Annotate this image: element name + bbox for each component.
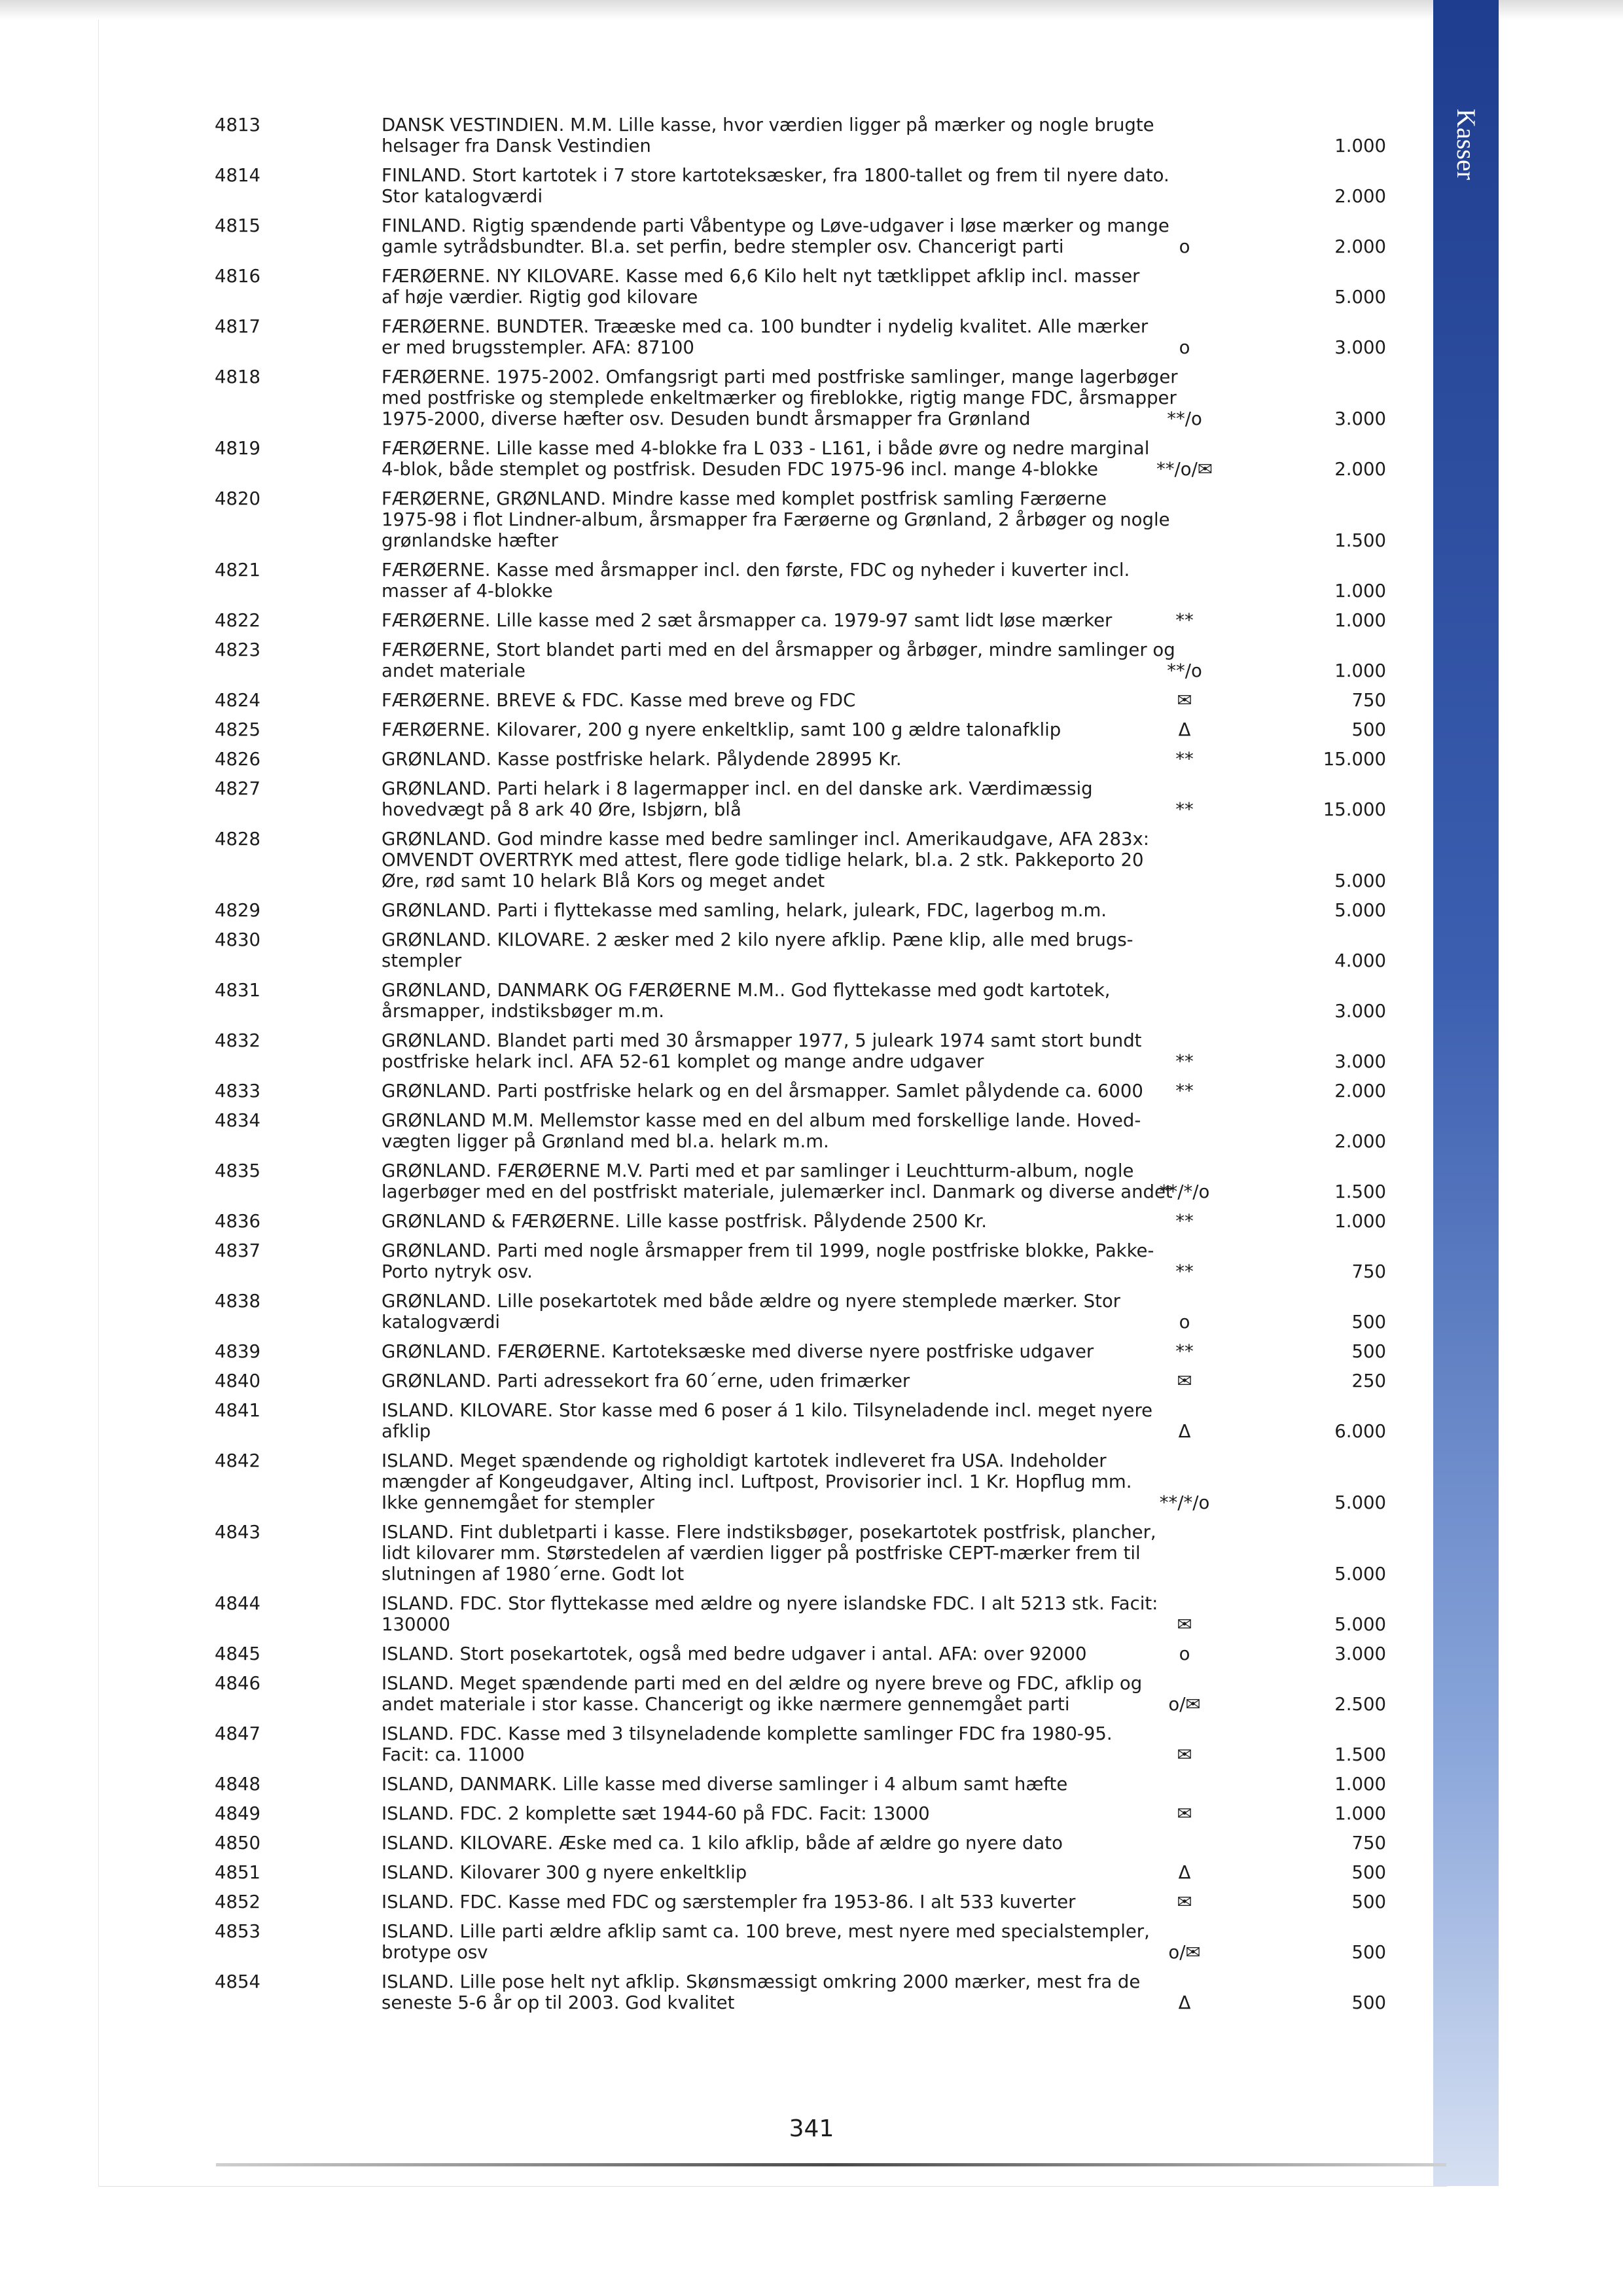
- lot-description: GRØNLAND. Parti i flyttekasse med samling, helark, juleark, FDC, lagerbog m.m.: [382, 900, 1107, 921]
- lot-description: ISLAND. FDC. Kasse med 3 tilsyneladende komplette samlinger FDC fra 1980-95. Facit: ca. 11000: [382, 1723, 1113, 1765]
- lot-description: FÆRØERNE. BUNDTER. Trææske med ca. 100 bundter i nydelig kvalitet. Alle mærker er med brugsstempler. AFA: 87100: [382, 316, 1149, 358]
- lot-row: [0, 367, 1433, 429]
- lot-price: 750: [1351, 1833, 1386, 1854]
- lot-description: ISLAND. Stort posekartotek, også med bedre udgaver i antal. AFA: over 92000: [382, 1643, 1087, 1664]
- lot-row: [0, 900, 1433, 921]
- lot-price: 2.000: [1334, 459, 1386, 480]
- lot-price: 500: [1351, 1892, 1386, 1912]
- lot-row: [0, 1522, 1433, 1585]
- lot-number: 4854: [215, 1971, 260, 1992]
- lot-description: ISLAND. Fint dubletparti i kasse. Flere indstiksbøger, posekartotek postfrisk, plancher, lidt kilovarer mm. Størstedelen af værdien ligger på postfriske CEPT-mærker frem til slutningen af 1980´erne. Godt lot: [382, 1522, 1156, 1585]
- lot-price: 1.000: [1334, 135, 1386, 156]
- lot-number: 4845: [215, 1643, 260, 1664]
- lot-description: GRØNLAND. Kasse postfriske helark. Pålydende 28995 Kr.: [382, 749, 902, 770]
- lot-row: [0, 1400, 1433, 1442]
- lot-price: 6.000: [1334, 1421, 1386, 1442]
- lot-description: GRØNLAND, DANMARK OG FÆRØERNE M.M.. God flyttekasse med godt kartotek, årsmapper, indstiksbøger m.m.: [382, 980, 1111, 1022]
- lot-price: 1.500: [1334, 1744, 1386, 1765]
- lot-condition: Δ: [1178, 719, 1191, 740]
- lot-condition: o: [1179, 337, 1190, 358]
- lot-condition: **/o: [1167, 660, 1202, 681]
- lot-row: [0, 165, 1433, 207]
- lot-row: [0, 1291, 1433, 1333]
- lot-row: [0, 1160, 1433, 1202]
- lot-number: 4826: [215, 749, 260, 770]
- lot-description: FÆRØERNE. BREVE & FDC. Kasse med breve og FDC: [382, 690, 856, 711]
- lot-condition: o/✉: [1168, 1942, 1201, 1963]
- lot-price: 1.000: [1334, 1211, 1386, 1232]
- lot-number: 4840: [215, 1371, 260, 1391]
- lot-condition: **: [1175, 749, 1194, 770]
- lot-condition: o/✉: [1168, 1694, 1201, 1715]
- lot-number: 4853: [215, 1921, 260, 1942]
- lot-row: [0, 639, 1433, 681]
- section-tab-label: Kasser: [1451, 108, 1481, 180]
- lot-number: 4843: [215, 1522, 260, 1543]
- lot-row: [0, 1643, 1433, 1664]
- lot-price: 500: [1351, 1341, 1386, 1362]
- lot-number: 4847: [215, 1723, 260, 1744]
- lot-row: [0, 1921, 1433, 1963]
- lot-condition: **: [1175, 1341, 1194, 1362]
- lot-description: GRØNLAND. Blandet parti med 30 årsmapper 1977, 5 juleark 1974 samt stort bundt postfriske helark incl. AFA 52-61 komplet og mange andre udgaver: [382, 1030, 1142, 1072]
- lot-description: FÆRØERNE. 1975-2002. Omfangsrigt parti med postfriske samlinger, mange lagerbøger med postfriske og stemplede enkeltmærker og fireblokke, rigtig mange FDC, årsmapper 1975-2000, diverse hæfter osv. Desuden bundt årsmapper fra Grønland: [382, 367, 1178, 429]
- lot-number: 4850: [215, 1833, 260, 1854]
- lot-description: FÆRØERNE. Kilovarer, 200 g nyere enkeltklip, samt 100 g ældre talonafklip: [382, 719, 1061, 740]
- lot-condition: **/*/o: [1159, 1181, 1210, 1202]
- lot-description: GRØNLAND. FÆRØERNE M.V. Parti med et par samlinger i Leuchtturm-album, nogle lagerbøger med en del postfriskt materiale, julemærker incl. Danmark og diverse andet: [382, 1160, 1173, 1202]
- lot-number: 4851: [215, 1862, 260, 1883]
- lot-row: [0, 778, 1433, 820]
- lot-description: FÆRØERNE. Kasse med årsmapper incl. den første, FDC og nyheder i kuverter incl. masser af 4-blokke: [382, 560, 1130, 601]
- lot-number: 4820: [215, 488, 260, 509]
- lot-row: [0, 1110, 1433, 1152]
- lot-row: [0, 1371, 1433, 1391]
- lot-description: FÆRØERNE. Lille kasse med 4-blokke fra L 033 - L161, i både øvre og nedre marginal 4-blok, både stemplet og postfrisk. Desuden FDC 1975-96 incl. mange 4-blokke: [382, 438, 1150, 480]
- lot-description: GRØNLAND. KILOVARE. 2 æsker med 2 kilo nyere afklip. Pæne klip, alle med brugs- stempler: [382, 929, 1133, 971]
- lot-price: 750: [1351, 690, 1386, 711]
- lot-row: [0, 1862, 1433, 1883]
- lot-price: 2.000: [1334, 1131, 1386, 1152]
- lot-description: GRØNLAND. Parti postfriske helark og en del årsmapper. Samlet pålydende ca. 6000: [382, 1081, 1143, 1102]
- lot-number: 4816: [215, 266, 260, 287]
- lot-number: 4836: [215, 1211, 260, 1232]
- lot-number: 4829: [215, 900, 260, 921]
- lot-row: [0, 1081, 1433, 1102]
- lot-price: 5.000: [1334, 870, 1386, 891]
- lot-number: 4838: [215, 1291, 260, 1312]
- lot-condition: o: [1179, 236, 1190, 257]
- lot-price: 5.000: [1334, 287, 1386, 308]
- bottom-divider: [216, 2163, 1446, 2166]
- lot-number: 4848: [215, 1774, 260, 1795]
- lot-price: 15.000: [1323, 749, 1386, 770]
- lot-condition: ✉: [1177, 1803, 1192, 1824]
- lot-row: [0, 1240, 1433, 1282]
- lot-row: [0, 749, 1433, 770]
- lot-description: ISLAND. FDC. 2 komplette sæt 1944-60 på FDC. Facit: 13000: [382, 1803, 930, 1824]
- lot-row: [0, 1723, 1433, 1765]
- lot-row: [0, 438, 1433, 480]
- lot-price: 1.000: [1334, 610, 1386, 631]
- lot-row: [0, 1030, 1433, 1072]
- lot-row: [0, 980, 1433, 1022]
- lot-condition: **: [1175, 610, 1194, 631]
- lot-row: [0, 488, 1433, 551]
- lot-description: ISLAND. Meget spændende og righoldigt kartotek indleveret fra USA. Indeholder mængder af Kongeudgaver, Alting incl. Luftpost, Provisorier incl. 1 Kr. Hopflug mm. Ikke gennemgået for stempler: [382, 1450, 1132, 1513]
- lot-row: [0, 1803, 1433, 1824]
- lot-condition: ✉: [1177, 1614, 1192, 1635]
- lot-description: FÆRØERNE, GRØNLAND. Mindre kasse med komplet postfrisk samling Færøerne 1975-98 i flot Lindner-album, årsmapper fra Færøerne og Grønland, 2 årbøger og nogle grønlandske hæfter: [382, 488, 1170, 551]
- lot-condition: **: [1175, 1261, 1194, 1282]
- lot-number: 4813: [215, 115, 260, 135]
- lot-description: GRØNLAND M.M. Mellemstor kasse med en del album med forskellige lande. Hoved- vægten ligger på Grønland med bl.a. helark m.m.: [382, 1110, 1141, 1152]
- lot-condition: **: [1175, 1211, 1194, 1232]
- lot-description: GRØNLAND & FÆRØERNE. Lille kasse postfrisk. Pålydende 2500 Kr.: [382, 1211, 987, 1232]
- lot-price: 1.000: [1334, 581, 1386, 601]
- lot-price: 2.500: [1334, 1694, 1386, 1715]
- lot-price: 3.000: [1334, 1001, 1386, 1022]
- lot-number: 4839: [215, 1341, 260, 1362]
- lot-description: FÆRØERNE, Stort blandet parti med en del årsmapper og årbøger, mindre samlinger og andet materiale: [382, 639, 1175, 681]
- lot-description: ISLAND, DANMARK. Lille kasse med diverse samlinger i 4 album samt hæfte: [382, 1774, 1068, 1795]
- lot-description: GRØNLAND. FÆRØERNE. Kartoteksæske med diverse nyere postfriske udgaver: [382, 1341, 1094, 1362]
- lot-condition: o: [1179, 1312, 1190, 1333]
- lot-number: 4821: [215, 560, 260, 581]
- lot-price: 5.000: [1334, 1614, 1386, 1635]
- lot-description: GRØNLAND. God mindre kasse med bedre samlinger incl. Amerikaudgave, AFA 283x: OMVENDT OVERTRYK med attest, flere gode tidlige helark, bl.a. 2 stk. Pakkeporto 20 Øre, rød samt 10 helark Blå Kors og meget andet: [382, 829, 1150, 891]
- lot-condition: **/*/o: [1159, 1492, 1210, 1513]
- lot-number: 4849: [215, 1803, 260, 1824]
- lot-row: [0, 1833, 1433, 1854]
- lot-price: 2.000: [1334, 236, 1386, 257]
- section-side-tab: [1433, 0, 1499, 2186]
- page-number: 341: [789, 2115, 834, 2142]
- lot-condition: **/o/✉: [1156, 459, 1213, 480]
- lot-number: 4844: [215, 1593, 260, 1614]
- lot-price: 250: [1351, 1371, 1386, 1391]
- lot-price: 2.000: [1334, 186, 1386, 207]
- lot-condition: **: [1175, 1051, 1194, 1072]
- lot-number: 4837: [215, 1240, 260, 1261]
- lot-description: ISLAND. Kilovarer 300 g nyere enkeltklip: [382, 1862, 747, 1883]
- lot-row: [0, 560, 1433, 601]
- lot-price: 4.000: [1334, 950, 1386, 971]
- lot-row: [0, 1450, 1433, 1513]
- lot-price: 2.000: [1334, 1081, 1386, 1102]
- lot-row: [0, 1211, 1433, 1232]
- lot-description: GRØNLAND. Parti adressekort fra 60´erne, uden frimærker: [382, 1371, 910, 1391]
- lot-number: 4818: [215, 367, 260, 387]
- lot-description: FINLAND. Stort kartotek i 7 store kartoteksæsker, fra 1800-tallet og frem til nyere dato. Stor katalogværdi: [382, 165, 1169, 207]
- lot-row: [0, 1673, 1433, 1715]
- lot-price: 500: [1351, 1992, 1386, 2013]
- lot-row: [0, 115, 1433, 156]
- lot-description: DANSK VESTINDIEN. M.M. Lille kasse, hvor værdien ligger på mærker og nogle brugte helsager fra Dansk Vestindien: [382, 115, 1154, 156]
- lot-condition: ✉: [1177, 690, 1192, 711]
- lot-number: 4831: [215, 980, 260, 1001]
- lot-description: ISLAND. Lille parti ældre afklip samt ca. 100 breve, mest nyere med specialstempler, brotype osv: [382, 1921, 1150, 1963]
- lot-number: 4835: [215, 1160, 260, 1181]
- lot-number: 4832: [215, 1030, 260, 1051]
- lot-condition: ✉: [1177, 1371, 1192, 1391]
- lot-number: 4827: [215, 778, 260, 799]
- lot-number: 4823: [215, 639, 260, 660]
- lot-price: 3.000: [1334, 1643, 1386, 1664]
- lot-number: 4842: [215, 1450, 260, 1471]
- lot-condition: ✉: [1177, 1744, 1192, 1765]
- lot-number: 4814: [215, 165, 260, 186]
- lot-price: 3.000: [1334, 1051, 1386, 1072]
- lot-row: [0, 1971, 1433, 2013]
- lot-condition: Δ: [1178, 1421, 1191, 1442]
- lot-price: 15.000: [1323, 799, 1386, 820]
- lot-number: 4822: [215, 610, 260, 631]
- lot-condition: Δ: [1178, 1862, 1191, 1883]
- lot-description: ISLAND. Meget spændende parti med en del ældre og nyere breve og FDC, afklip og andet materiale i stor kasse. Chancerigt og ikke nærmere gennemgået parti: [382, 1673, 1143, 1715]
- lot-condition: **/o: [1167, 408, 1202, 429]
- lot-description: GRØNLAND. Parti med nogle årsmapper frem til 1999, nogle postfriske blokke, Pakke- Porto nytryk osv.: [382, 1240, 1154, 1282]
- lot-row: [0, 316, 1433, 358]
- lot-condition: o: [1179, 1643, 1190, 1664]
- lot-description: FÆRØERNE. NY KILOVARE. Kasse med 6,6 Kilo helt nyt tætklippet afklip incl. masser af høje værdier. Rigtig god kilovare: [382, 266, 1140, 308]
- lot-row: [0, 929, 1433, 971]
- lot-row: [0, 1341, 1433, 1362]
- lot-number: 4830: [215, 929, 260, 950]
- scan-edge: [0, 0, 1623, 20]
- lot-price: 5.000: [1334, 1564, 1386, 1585]
- lot-row: [0, 215, 1433, 257]
- lot-condition: **: [1175, 1081, 1194, 1102]
- lot-number: 4815: [215, 215, 260, 236]
- lot-price: 1.000: [1334, 1774, 1386, 1795]
- lot-description: GRØNLAND. Lille posekartotek med både ældre og nyere stemplede mærker. Stor katalogværdi: [382, 1291, 1120, 1333]
- lot-number: 4846: [215, 1673, 260, 1694]
- lot-row: [0, 1774, 1433, 1795]
- lot-description: FÆRØERNE. Lille kasse med 2 sæt årsmapper ca. 1979-97 samt lidt løse mærker: [382, 610, 1113, 631]
- lot-price: 500: [1351, 1942, 1386, 1963]
- lot-number: 4825: [215, 719, 260, 740]
- lot-price: 500: [1351, 719, 1386, 740]
- lot-description: ISLAND. Lille pose helt nyt afklip. Skønsmæssigt omkring 2000 mærker, mest fra de seneste 5-6 år op til 2003. God kvalitet: [382, 1971, 1141, 2013]
- lot-price: 5.000: [1334, 1492, 1386, 1513]
- lot-row: [0, 1593, 1433, 1635]
- lot-price: 500: [1351, 1862, 1386, 1883]
- lot-row: [0, 690, 1433, 711]
- lot-list: [0, 115, 1433, 2022]
- lot-price: 750: [1351, 1261, 1386, 1282]
- lot-number: 4817: [215, 316, 260, 337]
- lot-description: ISLAND. KILOVARE. Æske med ca. 1 kilo afklip, både af ældre go nyere dato: [382, 1833, 1063, 1854]
- lot-condition: ✉: [1177, 1892, 1192, 1912]
- lot-row: [0, 266, 1433, 308]
- lot-row: [0, 610, 1433, 631]
- lot-number: 4852: [215, 1892, 260, 1912]
- lot-price: 1.000: [1334, 660, 1386, 681]
- lot-number: 4834: [215, 1110, 260, 1131]
- lot-description: ISLAND. FDC. Stor flyttekasse med ældre og nyere islandske FDC. I alt 5213 stk. Facit: 130000: [382, 1593, 1158, 1635]
- lot-price: 1.000: [1334, 1803, 1386, 1824]
- lot-description: ISLAND. FDC. Kasse med FDC og særstempler fra 1953-86. I alt 533 kuverter: [382, 1892, 1076, 1912]
- lot-description: FINLAND. Rigtig spændende parti Våbentype og Løve-udgaver i løse mærker og mange gamle sytrådsbundter. Bl.a. set perfin, bedre stempler osv. Chancerigt parti: [382, 215, 1169, 257]
- lot-price: 3.000: [1334, 337, 1386, 358]
- lot-number: 4819: [215, 438, 260, 459]
- lot-number: 4828: [215, 829, 260, 850]
- lot-row: [0, 1892, 1433, 1912]
- lot-price: 1.500: [1334, 1181, 1386, 1202]
- lot-condition: Δ: [1178, 1992, 1191, 2013]
- lot-row: [0, 719, 1433, 740]
- lot-price: 5.000: [1334, 900, 1386, 921]
- lot-number: 4824: [215, 690, 260, 711]
- lot-row: [0, 829, 1433, 891]
- lot-number: 4841: [215, 1400, 260, 1421]
- lot-price: 500: [1351, 1312, 1386, 1333]
- lot-number: 4833: [215, 1081, 260, 1102]
- lot-price: 1.500: [1334, 530, 1386, 551]
- lot-description: GRØNLAND. Parti helark i 8 lagermapper incl. en del danske ark. Værdimæssig hovedvægt på 8 ark 40 Øre, Isbjørn, blå: [382, 778, 1093, 820]
- lot-condition: **: [1175, 799, 1194, 820]
- lot-description: ISLAND. KILOVARE. Stor kasse med 6 poser á 1 kilo. Tilsyneladende incl. meget nyere afklip: [382, 1400, 1153, 1442]
- lot-price: 3.000: [1334, 408, 1386, 429]
